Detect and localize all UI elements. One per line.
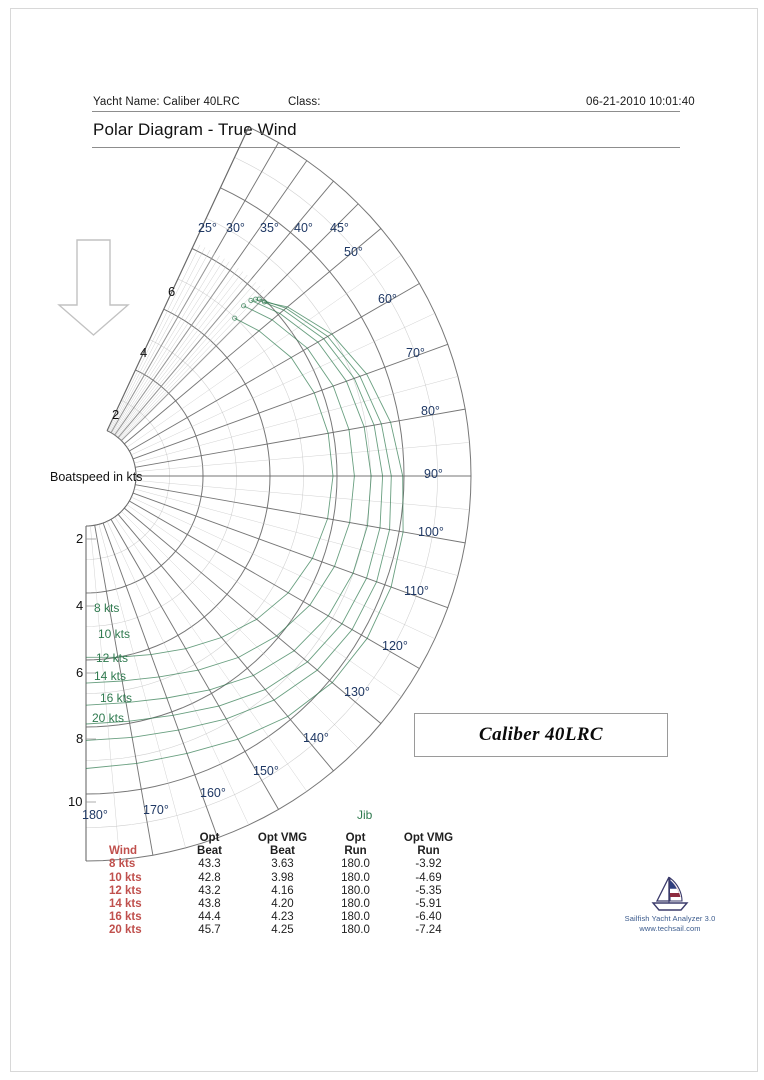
logo-product-name: Sailfish Yacht Analyzer 3.0 <box>624 914 716 923</box>
angle-tick-label-120: 120° <box>382 639 408 653</box>
table-row <box>97 872 465 885</box>
row-opt-vmg-beat: 4.25 <box>271 924 294 937</box>
sail-type-label: Jib <box>357 808 373 822</box>
row-wind: 16 kts <box>109 911 142 924</box>
angle-tick-label-45: 45° <box>330 221 349 235</box>
angle-tick-label-140: 140° <box>303 731 329 745</box>
row-opt-vmg-beat: 3.98 <box>271 871 294 884</box>
angle-tick-label-35: 35° <box>260 221 279 235</box>
row-wind: 20 kts <box>109 924 142 937</box>
header-blank <box>97 832 173 845</box>
angle-tick-label-180: 180° <box>82 808 108 822</box>
row-opt-beat: 43.2 <box>198 884 221 897</box>
angle-tick-label-70: 70° <box>406 346 425 360</box>
header-opt-vmg-beat-2: Beat <box>270 845 295 858</box>
row-opt-vmg-beat: 3.63 <box>271 858 294 871</box>
row-opt-run: 180.0 <box>341 871 370 884</box>
angle-tick-label-50: 50° <box>344 245 363 259</box>
row-wind: 10 kts <box>109 871 142 884</box>
row-opt-run: 180.0 <box>341 884 370 897</box>
header-opt-beat-1: Opt <box>199 832 220 844</box>
yacht-name-label: Yacht Name: Caliber 40LRC <box>93 96 240 108</box>
row-opt-beat: 45.7 <box>198 924 221 937</box>
angle-tick-label-100: 100° <box>418 525 444 539</box>
angle-tick-label-170: 170° <box>143 803 169 817</box>
series-legend-16-kts: 16 kts <box>100 691 133 705</box>
series-legend-12-kts: 12 kts <box>96 651 129 665</box>
speed-tick-upper-2: 2 <box>112 407 120 422</box>
angle-tick-label-30: 30° <box>226 221 245 235</box>
angle-tick-label-160: 160° <box>200 786 226 800</box>
row-wind: 8 kts <box>109 858 136 871</box>
angle-tick-label-130: 130° <box>344 685 370 699</box>
vmg-table <box>97 832 465 938</box>
wind-direction-arrow-icon <box>59 240 128 335</box>
table-body <box>97 858 465 937</box>
boat-name-text: Caliber 40LRC <box>479 724 603 745</box>
row-opt-vmg-run: -3.92 <box>415 858 442 871</box>
angle-tick-label-90: 90° <box>424 467 443 481</box>
table-row <box>97 911 465 924</box>
header-wind: Wind <box>109 845 137 858</box>
table-header-row-1 <box>97 832 465 845</box>
speed-tick-upper-6: 6 <box>168 284 176 299</box>
row-opt-beat: 43.3 <box>198 858 221 871</box>
row-opt-run: 180.0 <box>341 858 370 871</box>
row-opt-vmg-run: -5.91 <box>415 898 442 911</box>
row-opt-vmg-run: -6.40 <box>415 911 442 924</box>
row-opt-beat: 44.4 <box>198 911 221 924</box>
row-opt-vmg-beat: 4.23 <box>271 911 294 924</box>
angle-tick-label-110: 110° <box>404 584 429 598</box>
row-opt-vmg-beat: 4.16 <box>271 884 294 897</box>
row-opt-vmg-beat: 4.20 <box>271 898 294 911</box>
angle-tick-label-25: 25° <box>198 221 217 235</box>
table-row <box>97 885 465 898</box>
speed-tick-lower-2: 2 <box>76 531 84 546</box>
speed-axis-title: Boatspeed in kts <box>50 470 143 484</box>
sailboat-icon <box>647 874 693 914</box>
table-head <box>97 832 465 858</box>
header-opt-vmg-run-1: Opt VMG <box>403 832 454 844</box>
speed-tick-lower-4: 4 <box>76 598 84 613</box>
series-legend-14-kts: 14 kts <box>94 669 127 683</box>
series-legend-8-kts: 8 kts <box>94 601 120 615</box>
logo-block <box>604 874 736 934</box>
header-opt-beat-2: Beat <box>197 845 222 858</box>
angle-tick-label-60: 60° <box>378 292 397 306</box>
header-opt-run-1: Opt <box>345 832 366 844</box>
angle-tick-label-150: 150° <box>253 764 279 778</box>
row-wind: 12 kts <box>109 884 142 897</box>
speed-tick-upper-4: 4 <box>140 345 148 360</box>
row-opt-beat: 42.8 <box>198 871 221 884</box>
speed-tick-lower-6: 6 <box>76 665 84 680</box>
row-opt-run: 180.0 <box>341 898 370 911</box>
page-title: Polar Diagram - True Wind <box>93 120 297 139</box>
row-opt-vmg-run: -4.69 <box>415 871 442 884</box>
timestamp: 06-21-2010 10:01:40 <box>586 96 695 108</box>
boat-name-box <box>414 713 668 757</box>
table-header-row-2 <box>97 845 465 858</box>
logo-website: www.techsail.com <box>639 924 701 933</box>
header-opt-run-2: Run <box>344 845 367 858</box>
angle-tick-label-80: 80° <box>421 404 440 418</box>
row-opt-vmg-run: -7.24 <box>415 924 442 937</box>
header-opt-vmg-run-2: Run <box>417 845 440 858</box>
speed-tick-lower-8: 8 <box>76 731 84 746</box>
row-opt-beat: 43.8 <box>198 898 221 911</box>
series-legend-20-kts: 20 kts <box>92 711 125 725</box>
angle-tick-label-40: 40° <box>294 221 313 235</box>
header-opt-vmg-beat-1: Opt VMG <box>257 832 308 844</box>
row-opt-run: 180.0 <box>341 911 370 924</box>
series-legend-10-kts: 10 kts <box>98 627 131 641</box>
speed-tick-lower-10: 10 <box>68 794 83 809</box>
class-label: Class: <box>288 96 321 108</box>
table-row <box>97 924 465 937</box>
row-wind: 14 kts <box>109 898 142 911</box>
row-opt-run: 180.0 <box>341 924 370 937</box>
table-row <box>97 858 465 871</box>
table-row <box>97 898 465 911</box>
row-opt-vmg-run: -5.35 <box>415 884 442 897</box>
